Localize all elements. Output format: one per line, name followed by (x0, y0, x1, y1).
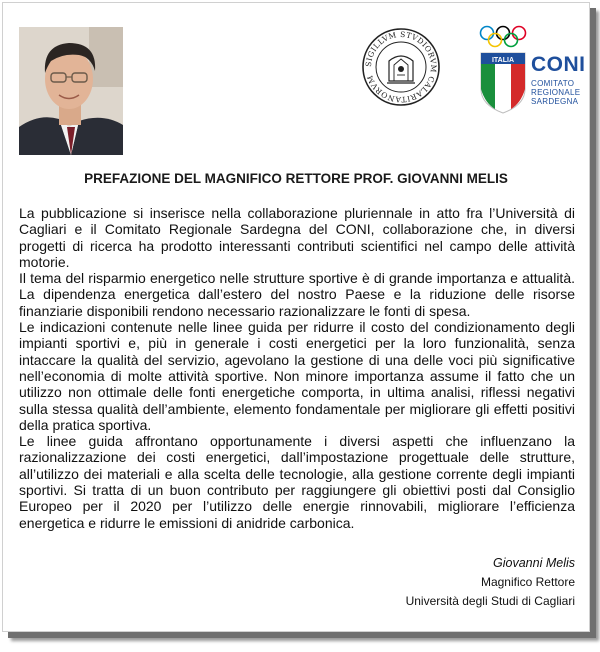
document-page (2, 2, 590, 632)
signature-name: Giovanni Melis (493, 556, 575, 570)
signature-block (406, 554, 575, 611)
coni-subtitle (531, 79, 580, 106)
signature-institution: Università degli Studi di Cagliari (405, 594, 575, 608)
signature-role: Magnifico Rettore (480, 575, 575, 589)
body-text (19, 205, 575, 531)
coni-subtitle-line-1: COMITATO (531, 79, 575, 88)
coni-wordmark: CONI (531, 53, 586, 76)
coni-subtitle-line-3: SARDEGNA (531, 97, 579, 106)
author-portrait (19, 27, 123, 155)
coni-subtitle-line-2: REGIONALE (531, 88, 581, 97)
paragraph: Il tema del risparmio energetico nelle strutture sportive è di grande importanza e attualità. La dipendenza energetica dall’estero del nostro Paese e la riduzione delle risorse finanziarie disponibili rendono necessario razionalizzare le fonti di spesa. (19, 270, 575, 319)
university-seal-logo (361, 27, 441, 107)
coni-logo (477, 23, 587, 115)
paragraph: Le linee guida affrontano opportunamente i diversi aspetti che influenzano la razionalizzazione dei costi energetici, dall’impostazione progettuale delle strutture, all’utilizzo dei materiali e alla scelta delle tecnologie, alla gestione corrente degli impianti sportivi. Si tratta di un buon contributo per raggiungere gli obiettivi posti dal Consiglio Europeo per il 2020 per l’utilizzo delle energie rinnovabili, migliorare l’efficienza energetica e ridurre le emissioni di anidride carbonica. (19, 433, 575, 531)
paragraph: Le indicazioni contenute nelle linee guida per ridurre il costo del condizionamento degli impianti sportivi e, più in generale i costi energetici per la loro funzionalità, senza intaccare la qualità del servizio, agevolano la gestione di una delle voci più significative nell’economia di molte attività sportive. Non minore importanza assume il fatto che un utilizzo non ottimale delle fonti energetiche comporta, in ultima analisi, riflessi negativi sulla stessa qualità dell’ambiente, elemento fondamentale per migliorare gli effetti positivi della pratica sportiva. (19, 319, 575, 433)
coni-band-text: ITALIA (491, 57, 515, 64)
seal-text: SIGILLVM STVDIORVM CALARITANORVM (363, 29, 439, 105)
paragraph: La pubblicazione si inserisce nella collaborazione pluriennale in atto fra l’Università di Cagliari e il Comitato Regionale Sardegna del CONI, collaborazione che, in diversi progetti di ricerca ha prodotto interessanti contributi scientifici nel campo delle attività motorie. (19, 205, 575, 270)
page-title: PREFAZIONE DEL MAGNIFICO RETTORE PROF. GIOVANNI MELIS (84, 171, 508, 186)
